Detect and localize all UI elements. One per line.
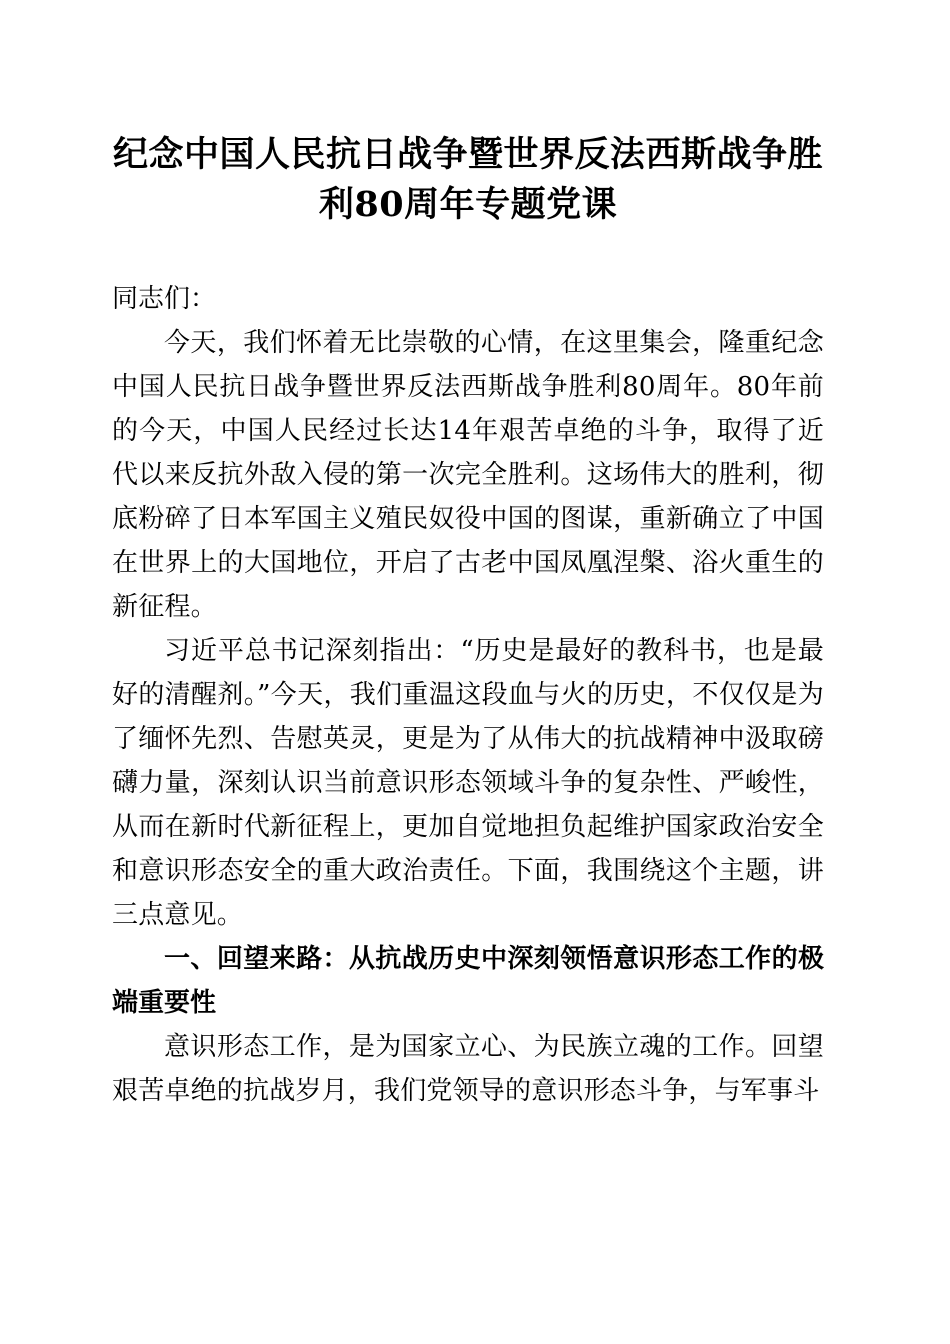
section-paragraph-1: 意识形态工作，是为国家立心、为民族立魂的工作。回望艰苦卓绝的抗战岁月，我们党领导的意识形态斗争，与军事斗	[112, 1032, 824, 1106]
page-title: 纪念中国人民抗日战争暨世界反法西斯战争胜利80周年专题党课	[112, 134, 823, 225]
body-paragraph-2: 习近平总书记深刻指出：“历史是最好的教科书，也是最好的清醒剂。”今天，我们重温这段血与火的历史，不仅仅是为了缅怀先烈、告慰英灵，更是为了从伟大的抗战精神中汲取磅礴力量，深刻认识当前意识形态领域斗争的复杂性、严峻性，从而在新时代新征程上，更加自觉地担负起维护国家政治安全和意识形态安全的重大政治责任。下面，我围绕这个主题，讲三点意见。	[112, 636, 824, 930]
section-heading-1: 一、回望来路：从抗战历史中深刻领悟意识形态工作的极端重要性	[112, 944, 824, 1018]
salutation-line: 同志们：	[112, 284, 217, 314]
body-paragraph-1: 今天，我们怀着无比崇敬的心情，在这里集会，隆重纪念中国人民抗日战争暨世界反法西斯战争胜利80周年。80年前的今天，中国人民经过长达14年艰苦卓绝的斗争，取得了近代以来反抗外敌入侵的第一次完全胜利。这场伟大的胜利，彻底粉碎了日本军国主义殖民奴役中国的图谋，重新确立了中国在世界上的大国地位，开启了古老中国凤凰涅槃、浴火重生的新征程。	[112, 328, 824, 622]
document-content-column	[112, 0, 824, 1113]
